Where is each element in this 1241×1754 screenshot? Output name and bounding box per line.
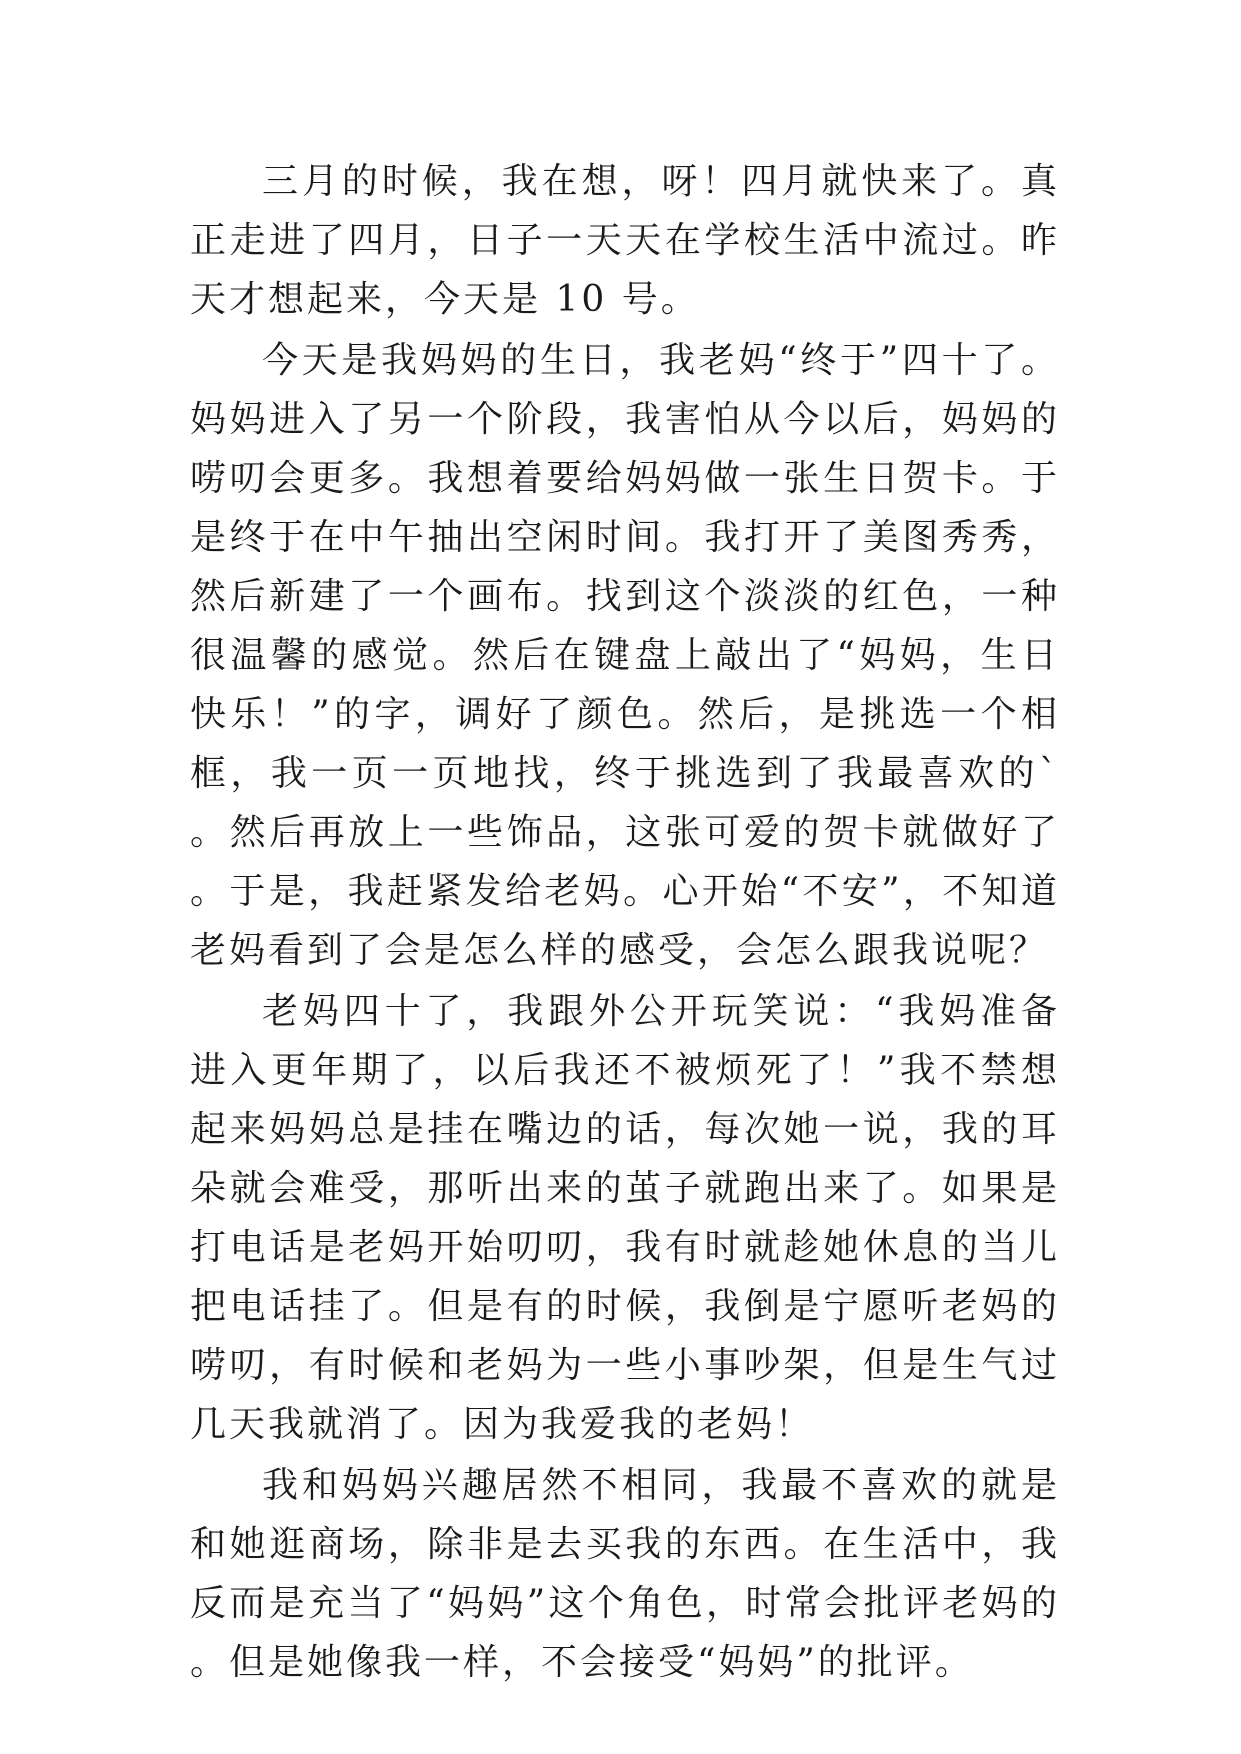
paragraph-2: 今天是我妈妈的生日，我老妈“终于”四十了。妈妈进入了另一个阶段，我害怕从今以后，妈妈的唠叨会更多。我想着要给妈妈做一张生日贺卡。于是终于在中午抽出空闲时间。我打开了美图秀秀，然后新建了一个画布。找到这个淡淡的红色，一种很温馨的感觉。然后在键盘上敲出了“妈妈，生日快乐！”的字，调好了颜色。然后，是挑选一个相框，我一页一页地找，终于挑选到了我最喜欢的`。然后再放上一些饰品，这张可爱的贺卡就做好了。于是，我赶紧发给老妈。心开始“不安”，不知道老妈看到了会是怎么样的感受，会怎么跟我说呢？ xyxy=(190,340,1060,971)
paragraph-4: 我和妈妈兴趣居然不相同，我最不喜欢的就是和她逛商场，除非是去买我的东西。在生活中，我反而是充当了“妈妈”这个角色，时常会批评老妈的。但是她像我一样，不会接受“妈妈”的批评。 xyxy=(190,1465,1060,1683)
paragraph-3: 老妈四十了，我跟外公开玩笑说：“我妈准备进入更年期了，以后我还不被烦死了！”我不禁想起来妈妈总是挂在嘴边的话，每次她一说，我的耳朵就会难受，那听出来的茧子就跑出来了。如果是打电话是老妈开始叨叨，我有时就趁她休息的当儿把电话挂了。但是有的时候，我倒是宁愿听老妈的唠叨，有时候和老妈为一些小事吵架，但是生气过几天我就消了。因为我爱我的老妈！ xyxy=(190,991,1060,1445)
document-body xyxy=(190,152,1060,1694)
paragraph-1: 三月的时候，我在想，呀！四月就快来了。真正走进了四月，日子一天天在学校生活中流过。昨天才想起来，今天是 10 号。 xyxy=(190,161,1060,320)
